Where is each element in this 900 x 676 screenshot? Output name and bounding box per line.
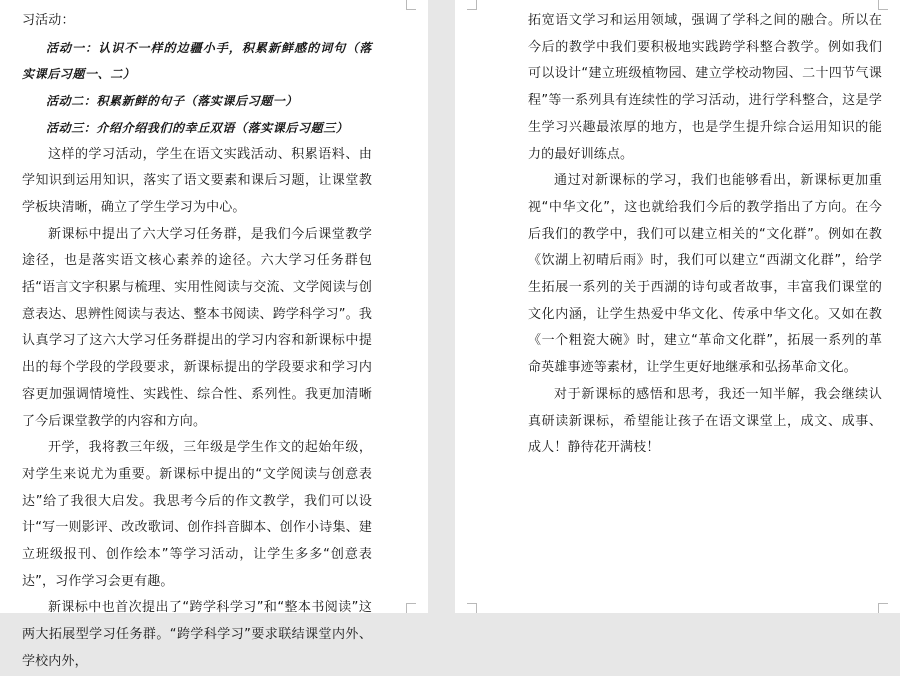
paragraph: 新课标中提出了六大学习任务群，是我们今后课堂教学途径，也是落实语文核心素养的途径。六大学习任务群包括“语言文字积累与梳理、实用性阅读与交流、文学阅读与创意表达、思辨性阅读与表达、整本书阅读、跨学科学习”。我认真学习了这六大学习任务群提出的学习内容和新课标中提出的每个学段的学段要求，新课标提出的学段要求和学习内容更加强调情境性、实践性、综合性、系列性。我更加清晰了今后课堂教学的内容和方向。	[22, 226, 372, 429]
page-corner-mark	[467, 0, 477, 10]
activity-two: 活动二：积累新鲜的句子（落实课后习题一）	[46, 94, 299, 109]
paragraph: 新课标中也首次提出了“跨学科学习”和“整本书阅读”这两大拓展型学习任务群。“跨学科学习”要求联结课堂内外、学校内外，	[22, 600, 372, 669]
page-corner-mark	[406, 0, 416, 10]
page-text-right[interactable]	[528, 8, 882, 462]
paragraph: 拓宽语文学习和运用领域，强调了学科之间的融合。所以在今后的教学中我们要积极地实践跨学科整合教学。例如我们可以设计“建立班级植物园、建立学校动物园、二十四节气课程”等一系列具有连续性的学习活动，进行学科整合，这是学生学习兴趣最浓厚的地方，也是学生提升综合运用知识的能力的最好训练点。	[528, 13, 882, 162]
page-corner-mark	[878, 603, 888, 613]
page-corner-mark	[406, 603, 416, 613]
activity-three: 活动三：介绍介绍我们的幸丘双语（落实课后习题三）	[46, 120, 349, 135]
document-page-right	[455, 0, 900, 613]
activity-one: 活动一：认识不一样的边疆小手，积累新鲜感的词句（落实课后习题一、二）	[22, 40, 372, 82]
paragraph: 开学，我将教三年级，三年级是学生作文的起始年级，对学生来说尤为重要。新课标中提出的“文学阅读与创意表达”给了我很大启发。我思考今后的作文教学，我们可以设计“写一则影评、改改歌词、创作抖音脚本、创作小诗集、建立班级报刊、创作绘本”等学习活动，让学生多多“创意表达”，习作学习会更有趣。	[22, 440, 372, 589]
paragraph: 通过对新课标的学习，我们也能够看出，新课标更加重视“中华文化”，这也就给我们今后的教学指出了方向。在今后我们的教学中，我们可以建立相关的“文化群”。例如在教《饮湖上初晴后雨》时，我们可以建立“西湖文化群”，给学生拓展一系列的关于西湖的诗句或者故事，丰富我们课堂的文化内涵，让学生热爱中华文化、传承中华文化。又如在教《一个粗瓷大碗》时，建立“革命文化群”，拓展一系列的革命英雄事迹等素材，让学生更好地继承和弘扬革命文化。	[528, 173, 882, 376]
paragraph: 这样的学习活动，学生在语文实践活动、积累语料、由学知识到运用知识，落实了语文要素和课后习题，让课堂教学板块清晰，确立了学生学习为中心。	[22, 146, 372, 215]
page-corner-mark	[467, 603, 477, 613]
document-page-left	[0, 0, 428, 669]
paragraph-intro: 习活动：	[22, 13, 75, 28]
page-text-left[interactable]	[22, 8, 372, 676]
paragraph: 对于新课标的感悟和思考，我还一知半解，我会继续认真研读新课标，希望能让孩子在语文课堂上，成文、成事、成人！静待花开满枝！	[528, 386, 882, 456]
